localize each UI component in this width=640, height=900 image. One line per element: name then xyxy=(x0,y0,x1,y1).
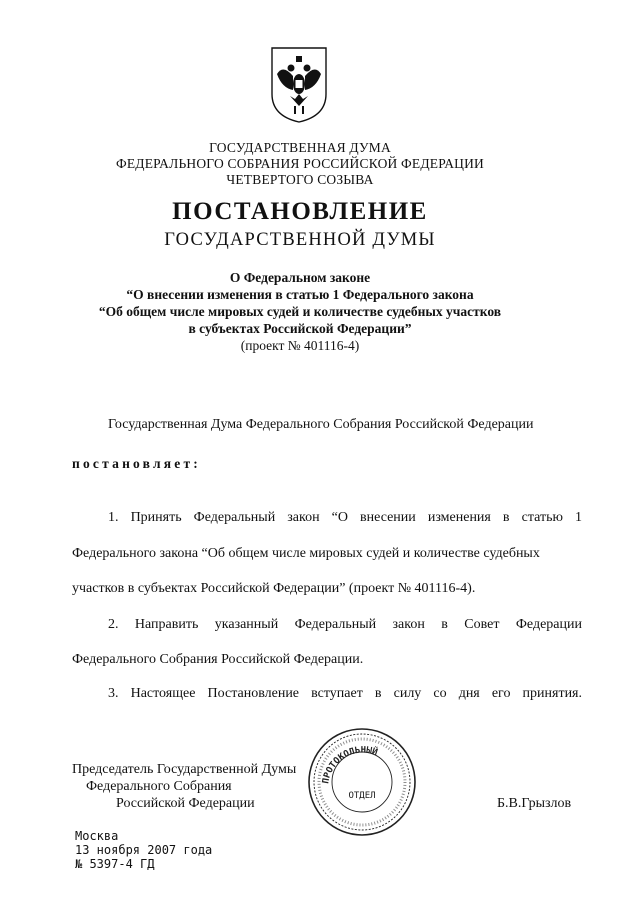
footer-city: Москва xyxy=(75,829,119,843)
intro-paragraph: Государственная Дума Федерального Собрания Российской Федерации xyxy=(108,417,534,432)
item-2-line-2: Федерального Собрания Российской Федерации. xyxy=(72,652,364,667)
subject-line-3: “Об общем числе мировых судей и количестве судебных участков xyxy=(98,304,502,319)
document-subtitle: ГОСУДАРСТВЕННОЙ ДУМЫ xyxy=(164,230,436,250)
footer-number: № 5397-4 ГД xyxy=(75,857,155,871)
resolves-word: постановляет: xyxy=(72,456,201,471)
signatory-position-line-1: Председатель Государственной Думы xyxy=(72,762,297,777)
document-title: ПОСТАНОВЛЕНИЕ xyxy=(172,198,428,225)
round-stamp-icon xyxy=(306,726,418,838)
item-2-line-1: 2. Направить указанный Федеральный закон в Совет Федерации xyxy=(108,617,582,632)
item-1-line-1: 1. Принять Федеральный закон “О внесении изменения в статью 1 xyxy=(108,510,582,525)
signatory-position-line-3: Российской Федерации xyxy=(116,796,255,811)
org-line-1: ГОСУДАРСТВЕННАЯ ДУМА xyxy=(209,140,391,155)
item-1-line-3: участков в субъектах Российской Федерации” (проект № 401116-4). xyxy=(72,581,476,596)
svg-text:ПРОТОКОЛЬНЫЙ xyxy=(321,745,379,785)
signatory-position-line-2: Федерального Собрания xyxy=(86,779,232,794)
stamp-arc-text: ПРОТОКОЛЬНЫЙ xyxy=(321,745,379,785)
org-line-2: ФЕДЕРАЛЬНОГО СОБРАНИЯ РОССИЙСКОЙ ФЕДЕРАЦИИ xyxy=(116,156,484,171)
stamp-center-text: ОТДЕЛ xyxy=(348,791,376,801)
subject-line-2: “О внесении изменения в статью 1 Федерального закона xyxy=(126,287,474,302)
project-number: (проект № 401116-4) xyxy=(240,338,360,353)
item-1-line-2: Федерального закона “Об общем числе мировых судей и количестве судебных xyxy=(72,546,540,561)
subject-line-4: в субъектах Российской Федерации” xyxy=(188,321,412,336)
subject-line-1: О Федеральном законе xyxy=(229,270,371,285)
item-3-line-1: 3. Настоящее Постановление вступает в силу со дня его принятия. xyxy=(108,686,582,701)
footer-date: 13 ноября 2007 года xyxy=(75,843,213,857)
org-line-3: ЧЕТВЕРТОГО СОЗЫВА xyxy=(226,172,374,187)
signatory-name: Б.В.Грызлов xyxy=(497,796,572,811)
coat-of-arms-icon xyxy=(268,44,330,124)
